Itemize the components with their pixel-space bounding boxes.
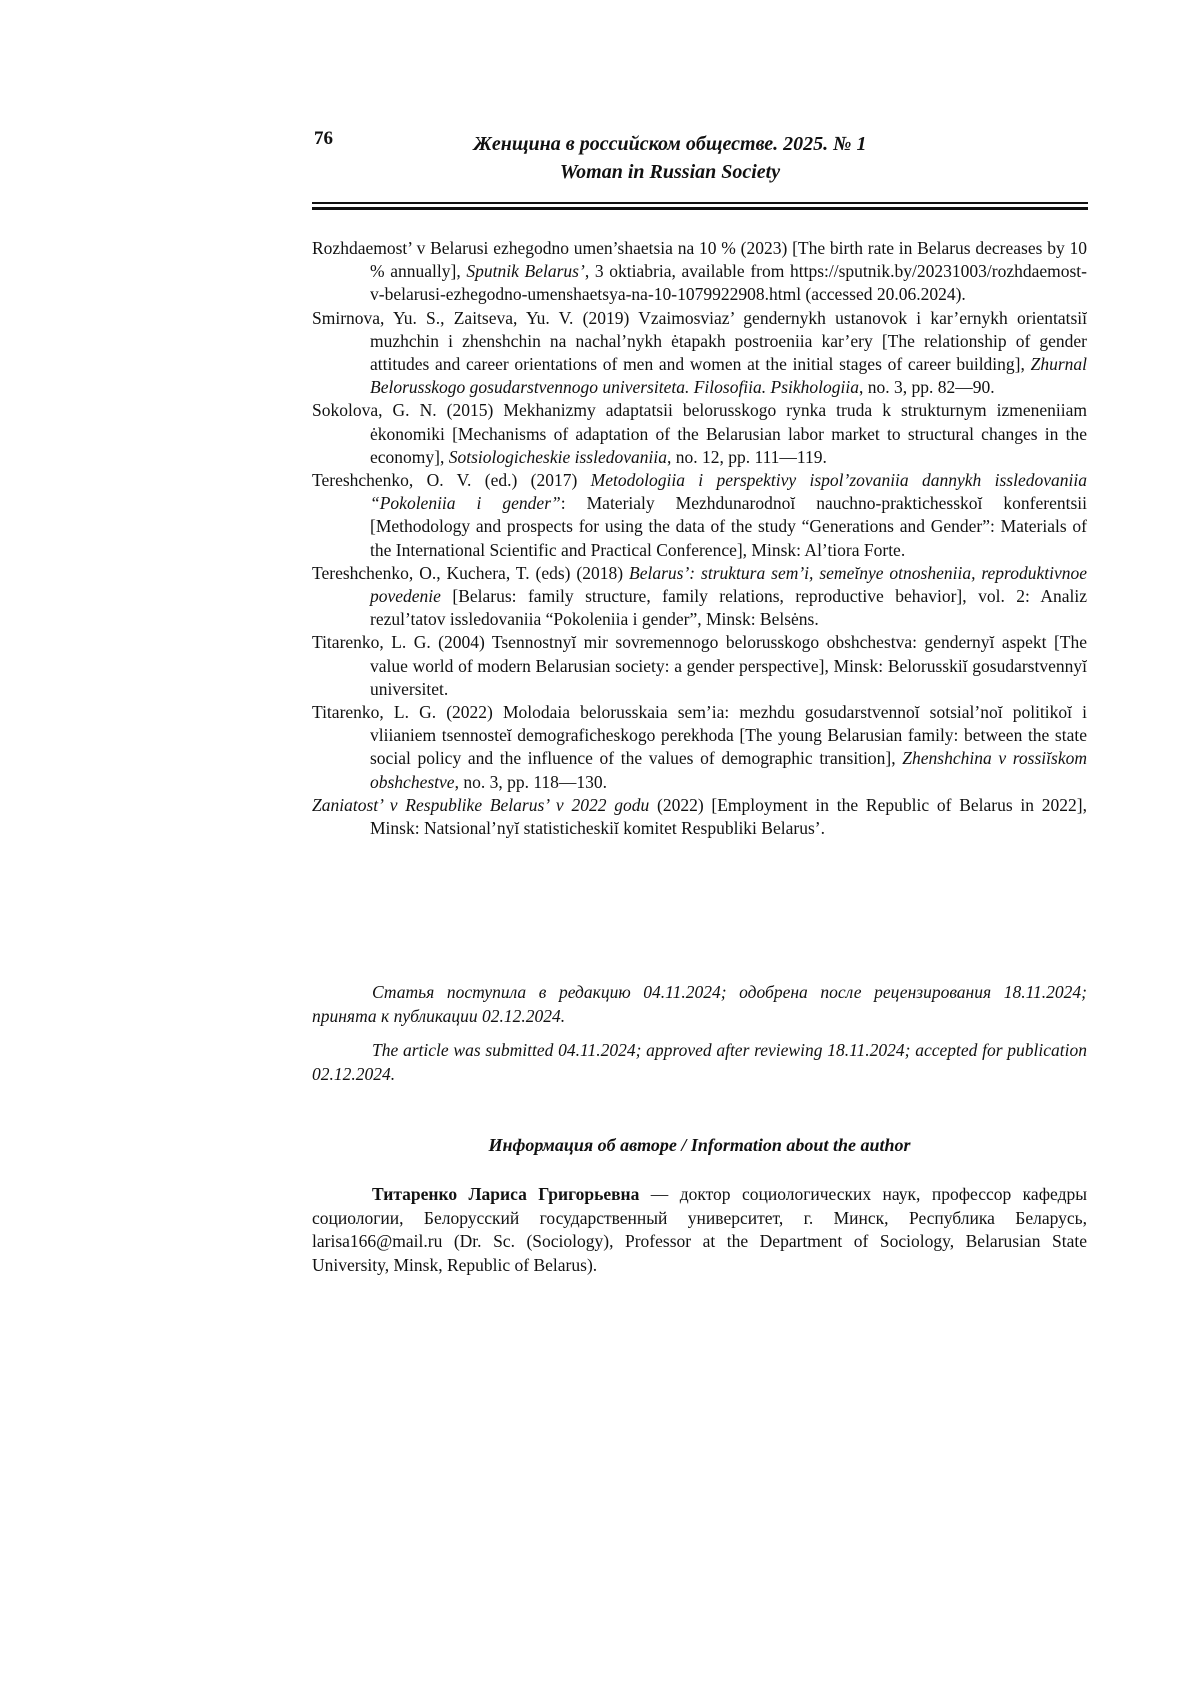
header-rule-thin [312,202,1088,204]
reference-entry [312,794,1087,840]
reference-title: Zaniatost’ v Respublike Belarus’ v 2022 godu [312,794,650,815]
reference-text: Smirnova, Yu. S., Zaitseva, Yu. V. (2019) Vzaimosviaz’ gendernykh ustanovok i kar’ernykh orientatsiĭ muzhchin i zhenshchin na nachal’nykh ėtapakh postroeniia kar’ery [The relationship of gender attitudes and career orientations of men and women at the initial stages of career building], [312,307,1087,375]
reference-text: , 3 oktiabria, available from https://sputnik.by/20231003/rozhdaemost-v-belarusi-ezhegodno-umenshaetsya-na-10-1079922908.html (accessed 20.06.2024). [370,261,1087,305]
reference-text: , no. 12, pp. 111—119. [666,446,827,467]
reference-text: , no. 3, pp. 82—90. [859,377,995,398]
reference-entry [312,631,1087,701]
reference-entry [312,562,1087,632]
running-head [370,130,970,186]
author-name: Титаренко Лариса Григорьевна [372,1184,640,1204]
reference-text: Rozhdaemost’ v Belarusi ezhegodno umen’shaetsia na 10 % (2023) [The birth rate in Belarus decreases by 10 % annually], [312,238,1087,282]
author-info-heading: Информация об авторе / Information about the author [488,1135,911,1155]
author-info [312,1183,1087,1277]
reference-list [312,237,1087,840]
reference-title: Metodologiia i perspektivy ispol’zovaniia dannykh issledovaniia “Pokoleniia i gender” [370,470,1087,514]
page-number: 76 [314,128,333,149]
reference-entry [312,399,1087,469]
reference-text: (2022) [Employment in the Republic of Belarus in 2022], Minsk: Natsional’nyĭ statisticheskiĭ komitet Respubliki Belarus’. [370,794,1087,839]
reference-text: [Belarus: family structure, family relations, reproductive behavior], vol. 2: Analiz rezul’tatov issledovaniia “Pokoleniia i gender”, Minsk: Belsėns. [370,586,1087,630]
reference-text: Titarenko, L. G. (2004) Tsennostnyĭ mir sovremennogo belorusskogo obshchestva: gendernyĭ aspekt [The value world of modern Belarusian society: a gender perspective], Minsk: Belorusskiĭ gosudarstvennyĭ universitet. [312,632,1087,699]
reference-title: Sputnik Belarus’ [466,261,585,282]
article-history [312,980,1087,1096]
reference-text: Tereshchenko, O., Kuchera, T. (eds) (2018) [312,562,630,583]
history-ru: Статья поступила в редакцию 04.11.2024; одобрена после рецензирования 18.11.2024; принята к публикации 02.12.2024. [312,982,1087,1026]
reference-entry [312,237,1087,307]
reference-entry [312,701,1087,794]
reference-text: Titarenko, L. G. (2022) Molodaia belorusskaia sem’ia: mezhdu gosudarstvennoĭ sotsial’noĭ politikoĭ i vliianiem tsennosteĭ demograficheskogo perekhoda [The young Belarusian family: between the state social policy and the influence of the values of demographic transition], [312,702,1087,769]
reference-entry [312,307,1087,400]
journal-title-en: Woman in Russian Society [559,161,781,183]
header-rule-thick [312,207,1088,210]
reference-title: Zhenshchina v rossiĭskom obshchestve [370,748,1087,792]
reference-title: Zhurnal Belorusskogo gosudarstvennogo universiteta. Filosofiia. Psikhologiia [370,354,1087,398]
reference-text: Tereshchenko, O. V. (ed.) (2017) [312,470,591,491]
reference-text: Sokolova, G. N. (2015) Mekhanizmy adaptatsii belorusskogo rynka truda k strukturnym izmeneniiam ėkonomiki [Mechanisms of adaptation of the Belarusian labor market to structural changes in the economy], [312,400,1087,467]
reference-entry [312,469,1087,562]
reference-title: Belarus’: struktura sem’i, semeĭnye otnosheniia, reproduktivnoe povedenie [370,562,1087,607]
author-details: — доктор социологических наук, профессор кафедры социологии, Белорусский государственный университет, г. Минск, Республика Беларусь, larisa166@mail.ru (Dr. Sc. (Sociology), Professor at the Department of Sociology, Belarusian State University, Minsk, Republic of Belarus). [312,1184,1087,1275]
journal-title-ru: Женщина в российском обществе. 2025. № 1 [473,133,867,155]
reference-text: , no. 3, pp. 118—130. [454,771,608,792]
reference-title: Sotsiologicheskie issledovaniia [448,446,667,467]
reference-text: : Materialy Mezhdunarodnoĭ nauchno-praktichesskoĭ konferentsii [Methodology and prospects for using the data of the study “Generations and Gender”: Materials of the International Scientific and Practical Conference], Minsk: Al’tiora Forte. [370,493,1087,560]
history-en: The article was submitted 04.11.2024; approved after reviewing 18.11.2024; accepted for publication 02.12.2024. [312,1040,1087,1084]
